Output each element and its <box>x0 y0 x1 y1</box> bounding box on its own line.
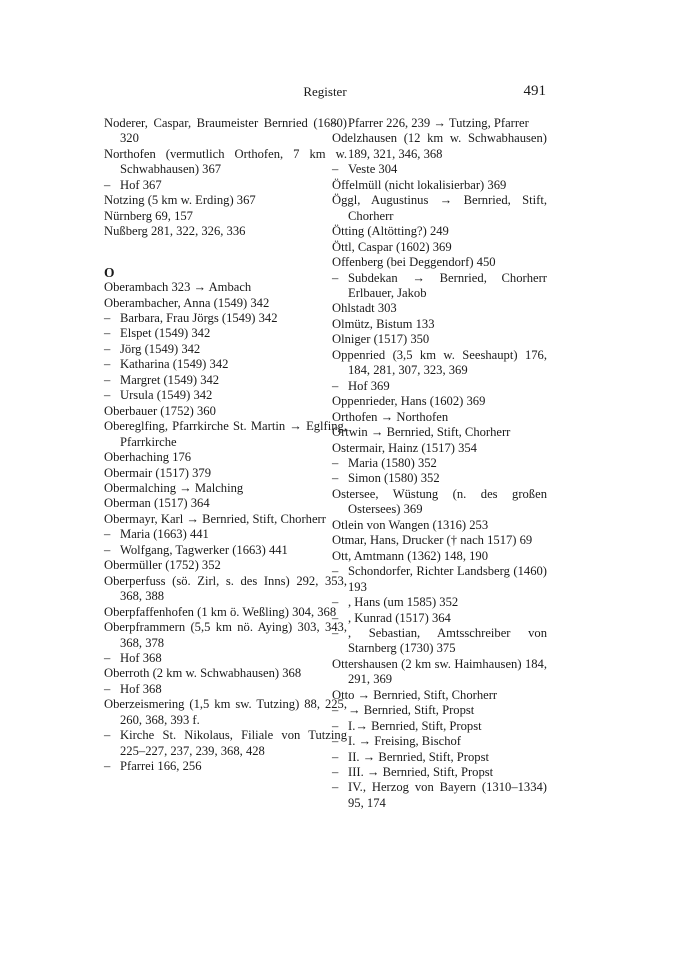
index-entry: Oberhaching 176 <box>104 450 192 465</box>
index-entry: Öggl, Augustinus → Bernried, Stift, Chorherr <box>332 193 547 223</box>
index-subentry: – Wolfgang, Tagwerker (1663) 441 <box>104 543 347 558</box>
index-subentry: – Ursula (1549) 342 <box>104 388 347 403</box>
index-column-left <box>104 116 347 775</box>
index-subentry: – II. → Bernried, Stift, Propst <box>332 750 547 765</box>
index-subentry: – , Hans (um 1585) 352 <box>332 595 547 610</box>
index-entry: Oberambach 323 → Ambach <box>104 280 252 295</box>
index-entry: Oberperfuss (sö. Zirl, s. des Inns) 292, 353, 368, 388 <box>104 573 347 604</box>
index-entry: Ortwin → Bernried, Stift, Chorherr <box>332 425 511 440</box>
index-entry: Olmütz, Bistum 133 <box>332 316 435 331</box>
index-entry: Oppenried (3,5 km w. Seeshaupt) 176, 184, 281, 307, 323, 369 <box>332 347 547 378</box>
index-subentry: – Kirche St. Nikolaus, Filiale von Tutzing 225–227, 237, 239, 368, 428 <box>104 728 347 759</box>
index-entry: Oberzeismering (1,5 km sw. Tutzing) 88, 225, 260, 368, 393 f. <box>104 697 347 727</box>
index-subentry: – Katharina (1549) 342 <box>104 357 347 372</box>
index-entry: Obermair (1517) 379 <box>104 465 212 480</box>
section-letter-heading: O <box>104 264 115 280</box>
index-subentry: – III. → Bernried, Stift, Propst <box>332 765 547 780</box>
index-entry: Ötting (Altötting?) 249 <box>332 224 449 239</box>
index-entry: Olniger (1517) 350 <box>332 332 430 347</box>
index-entry: Öttl, Caspar (1602) 369 <box>332 239 452 254</box>
index-subentry: – Hof 368 <box>104 651 347 666</box>
index-entry: Oberroth (2 km w. Schwabhausen) 368 <box>104 666 302 681</box>
index-entry: Nußberg 281, 322, 326, 336 <box>104 224 246 239</box>
index-column-right <box>332 116 547 811</box>
index-entry: Orthofen → Northofen <box>332 409 449 424</box>
index-entry: Obermalching → Malching <box>104 480 244 495</box>
index-entry: Otlein von Wangen (1316) 253 <box>332 517 489 532</box>
index-subentry: – Barbara, Frau Jörgs (1549) 342 <box>104 311 347 326</box>
index-subentry: – , Sebastian, Amtsschreiber von Starnberg (1730) 375 <box>332 626 547 657</box>
index-subentry: – Jörg (1549) 342 <box>104 342 347 357</box>
index-subentry: – Pfarrer 226, 239 → Tutzing, Pfarrer <box>332 116 547 131</box>
index-subentry: – Elspet (1549) 342 <box>104 326 347 341</box>
index-entry: Nürnberg 69, 157 <box>104 208 193 223</box>
index-subentry: – Hof 367 <box>104 178 347 193</box>
section-spacer <box>104 240 347 265</box>
index-entry: Öffelmüll (nicht lokalisierbar) 369 <box>332 177 507 192</box>
index-subentry: – Schondorfer, Richter Landsberg (1460) 193 <box>332 564 547 595</box>
index-subentry: – Veste 304 <box>332 162 547 177</box>
index-entry: Oberambacher, Anna (1549) 342 <box>104 295 270 310</box>
index-subentry: – Maria (1663) 441 <box>104 527 347 542</box>
index-subentry: – I.→ Bernried, Stift, Propst <box>332 719 547 734</box>
running-header <box>104 84 546 104</box>
index-entry: Oberbauer (1752) 360 <box>104 403 216 418</box>
index-entry: Obermüller (1752) 352 <box>104 558 221 573</box>
index-entry: Offenberg (bei Deggendorf) 450 <box>332 255 496 270</box>
index-entry: Oppenrieder, Hans (1602) 369 <box>332 394 486 409</box>
index-entry: Noderer, Caspar, Braumeister Bernried (1680) 320 <box>104 116 347 146</box>
index-subentry: – , Kunrad (1517) 364 <box>332 611 547 626</box>
index-subentry: – Maria (1580) 352 <box>332 456 547 471</box>
index-entry: Oberpframmern (5,5 km nö. Aying) 303, 343, 368, 378 <box>104 620 347 650</box>
index-entry: Ostersee, Wüstung (n. des großen Ostersees) 369 <box>332 486 547 517</box>
index-entry: Ohlstadt 303 <box>332 301 397 316</box>
index-entry: Notzing (5 km w. Erding) 367 <box>104 193 256 208</box>
index-entry: Oberman (1517) 364 <box>104 496 210 511</box>
index-entry: Ottershausen (2 km sw. Haimhausen) 184, 291, 369 <box>332 656 547 687</box>
running-header-title: Register <box>303 84 347 99</box>
index-subentry: – → Bernried, Stift, Propst <box>332 703 547 718</box>
index-entry: Ostermair, Hainz (1517) 354 <box>332 440 477 455</box>
index-entry: Odelzhausen (12 km w. Schwabhausen) 189, 321, 346, 368 <box>332 131 547 161</box>
index-subentry: – Subdekan → Bernried, Chorherr Erlbauer, Jakob <box>332 271 547 302</box>
index-subentry: – Hof 369 <box>332 379 547 394</box>
index-entry: Oberpfaffenhofen (1 km ö. Weßling) 304, 368 <box>104 604 337 619</box>
index-subentry: – IV., Herzog von Bayern (1310–1334) 95, 174 <box>332 780 547 811</box>
index-entry: Ott, Amtmann (1362) 148, 190 <box>332 548 489 563</box>
index-subentry: – Margret (1549) 342 <box>104 373 347 388</box>
page-number: 491 <box>523 83 546 99</box>
index-subentry: – Hof 368 <box>104 682 347 697</box>
index-entry: Otmar, Hans, Drucker († nach 1517) 69 <box>332 533 533 548</box>
index-subentry: – Simon (1580) 352 <box>332 471 547 486</box>
index-subentry: – Pfarrei 166, 256 <box>104 759 347 774</box>
index-entry: Obereglfing, Pfarrkirche St. Martin → Eglfing, Pfarrkirche <box>104 419 347 449</box>
index-entry: Otto → Bernried, Stift, Chorherr <box>332 687 498 702</box>
index-entry: Obermayr, Karl → Bernried, Stift, Chorherr <box>104 511 326 526</box>
index-entry: Northofen (vermutlich Orthofen, 7 km w. Schwabhausen) 367 <box>104 146 347 177</box>
index-subentry: – I. → Freising, Bischof <box>332 734 547 749</box>
